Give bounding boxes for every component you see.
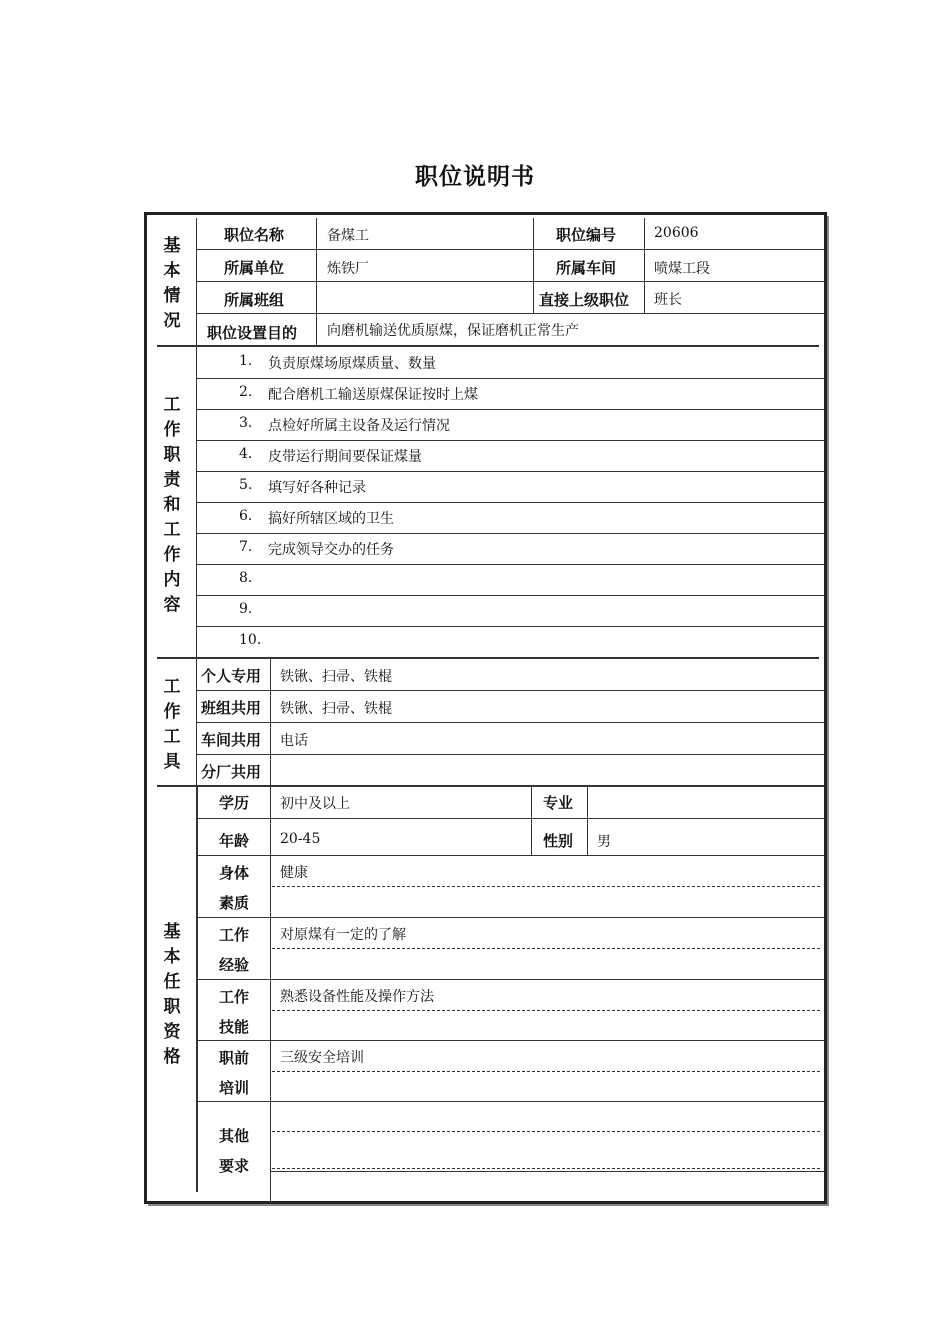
row-line	[196, 818, 824, 819]
qualification-value: 对原煤有一定的了解	[280, 927, 406, 943]
row-line	[270, 1171, 824, 1172]
section-label-char: 容	[163, 595, 181, 615]
duty-text: 配合磨机工输送原煤保证按时上煤	[268, 387, 478, 403]
table-shadow-right	[827, 216, 829, 1206]
row-line	[196, 595, 824, 596]
value-gender: 男	[597, 834, 611, 850]
duty-text: 搞好所辖区域的卫生	[268, 511, 394, 527]
value-purpose: 向磨机输送优质原煤，保证磨机正常生产	[327, 323, 579, 339]
duty-number: 1.	[239, 353, 253, 369]
qualification-value: 健康	[280, 865, 308, 881]
section-label-duties	[157, 393, 187, 618]
qualification-label: 工作	[219, 926, 250, 944]
label-education: 学历	[219, 794, 250, 812]
row-line	[196, 281, 824, 282]
section-label-basic	[157, 234, 187, 334]
dashed-line	[272, 1071, 820, 1072]
duty-text: 完成领导交办的任务	[268, 542, 394, 558]
row-line	[196, 917, 824, 918]
section-label-char: 责	[163, 470, 181, 490]
section-label-char: 作	[163, 702, 181, 722]
duty-number: 2.	[239, 384, 253, 400]
label-gender: 性别	[543, 832, 574, 850]
row-line	[196, 690, 824, 691]
section-label-char: 格	[163, 1047, 181, 1067]
dashed-line	[272, 948, 820, 949]
section-label-char: 作	[163, 545, 181, 565]
duty-number: 4.	[239, 446, 253, 462]
col-line	[270, 787, 271, 1201]
col-line	[533, 218, 534, 314]
qualification-label: 身体	[219, 864, 250, 882]
section-label-char: 况	[163, 311, 181, 331]
value-unit: 炼铁厂	[327, 261, 369, 277]
row-line	[196, 754, 824, 755]
section-label-char: 工	[163, 727, 181, 747]
section-label-char: 职	[163, 445, 181, 465]
label-unit: 所属单位	[224, 259, 285, 277]
section-label-char: 任	[163, 972, 181, 992]
row-line	[196, 313, 824, 314]
section-label-qualifications	[157, 920, 187, 1070]
col-line	[644, 218, 645, 314]
table-shadow-bottom	[148, 1204, 829, 1206]
value-age: 20-45	[280, 831, 321, 847]
value-superior: 班长	[654, 292, 682, 308]
duty-number: 5.	[239, 477, 253, 493]
qualification-label: 其他	[219, 1127, 250, 1145]
row-line	[196, 564, 824, 565]
qualification-label: 培训	[219, 1079, 250, 1097]
qualification-label: 要求	[219, 1157, 250, 1175]
col-line	[531, 787, 532, 855]
row-line	[196, 378, 824, 379]
divider	[196, 218, 197, 348]
divider	[196, 787, 198, 1192]
section-label-char: 资	[163, 1022, 181, 1042]
row-line	[196, 249, 824, 250]
tool-value: 铁锹、扫帚、铁棍	[280, 701, 392, 717]
tool-label: 个人专用	[201, 667, 262, 685]
section-label-char: 本	[163, 947, 181, 967]
col-line	[316, 314, 317, 346]
tool-value: 铁锹、扫帚、铁棍	[280, 669, 392, 685]
label-position-code: 职位编号	[556, 226, 617, 244]
label-age: 年龄	[219, 832, 250, 850]
value-workshop: 喷煤工段	[654, 261, 710, 277]
col-line	[587, 787, 588, 855]
tool-label: 班组共用	[201, 699, 262, 717]
qualification-value: 三级安全培训	[280, 1050, 364, 1066]
value-position-name: 备煤工	[327, 228, 369, 244]
col-line	[316, 218, 317, 314]
divider	[196, 348, 197, 658]
label-purpose: 职位设置目的	[207, 324, 298, 342]
qualification-label: 经验	[219, 956, 250, 974]
dashed-line	[272, 1168, 820, 1169]
section-label-char: 职	[163, 997, 181, 1017]
row-line	[196, 626, 824, 627]
section-label-char: 基	[163, 922, 181, 942]
section-label-char: 作	[163, 420, 181, 440]
value-position-code: 20606	[654, 225, 699, 241]
value-education: 初中及以上	[280, 796, 350, 812]
row-line	[196, 440, 824, 441]
label-workshop: 所属车间	[556, 259, 617, 277]
duty-number: 6.	[239, 508, 253, 524]
section-label-char: 本	[163, 261, 181, 281]
duty-number: 7.	[239, 539, 253, 555]
row-line	[196, 855, 824, 856]
tool-label: 车间共用	[201, 731, 262, 749]
row-line	[196, 533, 824, 534]
label-superior: 直接上级职位	[539, 291, 630, 309]
duty-text: 填写好各种记录	[268, 480, 366, 496]
duty-number: 10.	[239, 632, 262, 648]
duty-text: 点检好所属主设备及运行情况	[268, 418, 450, 434]
section-line	[157, 657, 819, 659]
section-label-char: 具	[163, 752, 181, 772]
row-line	[196, 722, 824, 723]
tool-value: 电话	[280, 733, 308, 749]
section-label-char: 工	[163, 677, 181, 697]
dashed-line	[272, 886, 820, 887]
qualification-label: 技能	[219, 1018, 250, 1036]
dashed-line	[272, 1010, 820, 1011]
section-line	[157, 785, 824, 787]
qualification-label: 职前	[219, 1049, 250, 1067]
section-label-char: 工	[163, 395, 181, 415]
section-label-char: 和	[163, 495, 181, 515]
qualification-label: 工作	[219, 988, 250, 1006]
section-line	[157, 345, 819, 347]
label-major: 专业	[543, 794, 574, 812]
duty-number: 9.	[239, 601, 253, 617]
row-line	[196, 1101, 824, 1102]
duty-text: 皮带运行期间要保证煤量	[268, 449, 422, 465]
duty-text: 负责原煤场原煤质量、数量	[268, 356, 436, 372]
row-line	[196, 502, 824, 503]
qualification-value: 熟悉设备性能及操作方法	[280, 989, 434, 1005]
section-label-char: 工	[163, 520, 181, 540]
duty-number: 3.	[239, 415, 253, 431]
label-team: 所属班组	[224, 291, 285, 309]
row-line	[196, 979, 824, 980]
section-label-char: 情	[163, 286, 181, 306]
section-label-char: 内	[163, 570, 181, 590]
row-line	[196, 409, 824, 410]
qualification-label: 素质	[219, 894, 250, 912]
tool-label: 分厂共用	[201, 763, 262, 781]
section-label-char: 基	[163, 236, 181, 256]
label-position-name: 职位名称	[224, 226, 285, 244]
duty-number: 8.	[239, 570, 253, 586]
dashed-line	[272, 1131, 820, 1132]
page-title: 职位说明书	[415, 164, 535, 190]
section-label-tools	[157, 675, 187, 775]
row-line	[196, 1040, 824, 1041]
row-line	[196, 471, 824, 472]
